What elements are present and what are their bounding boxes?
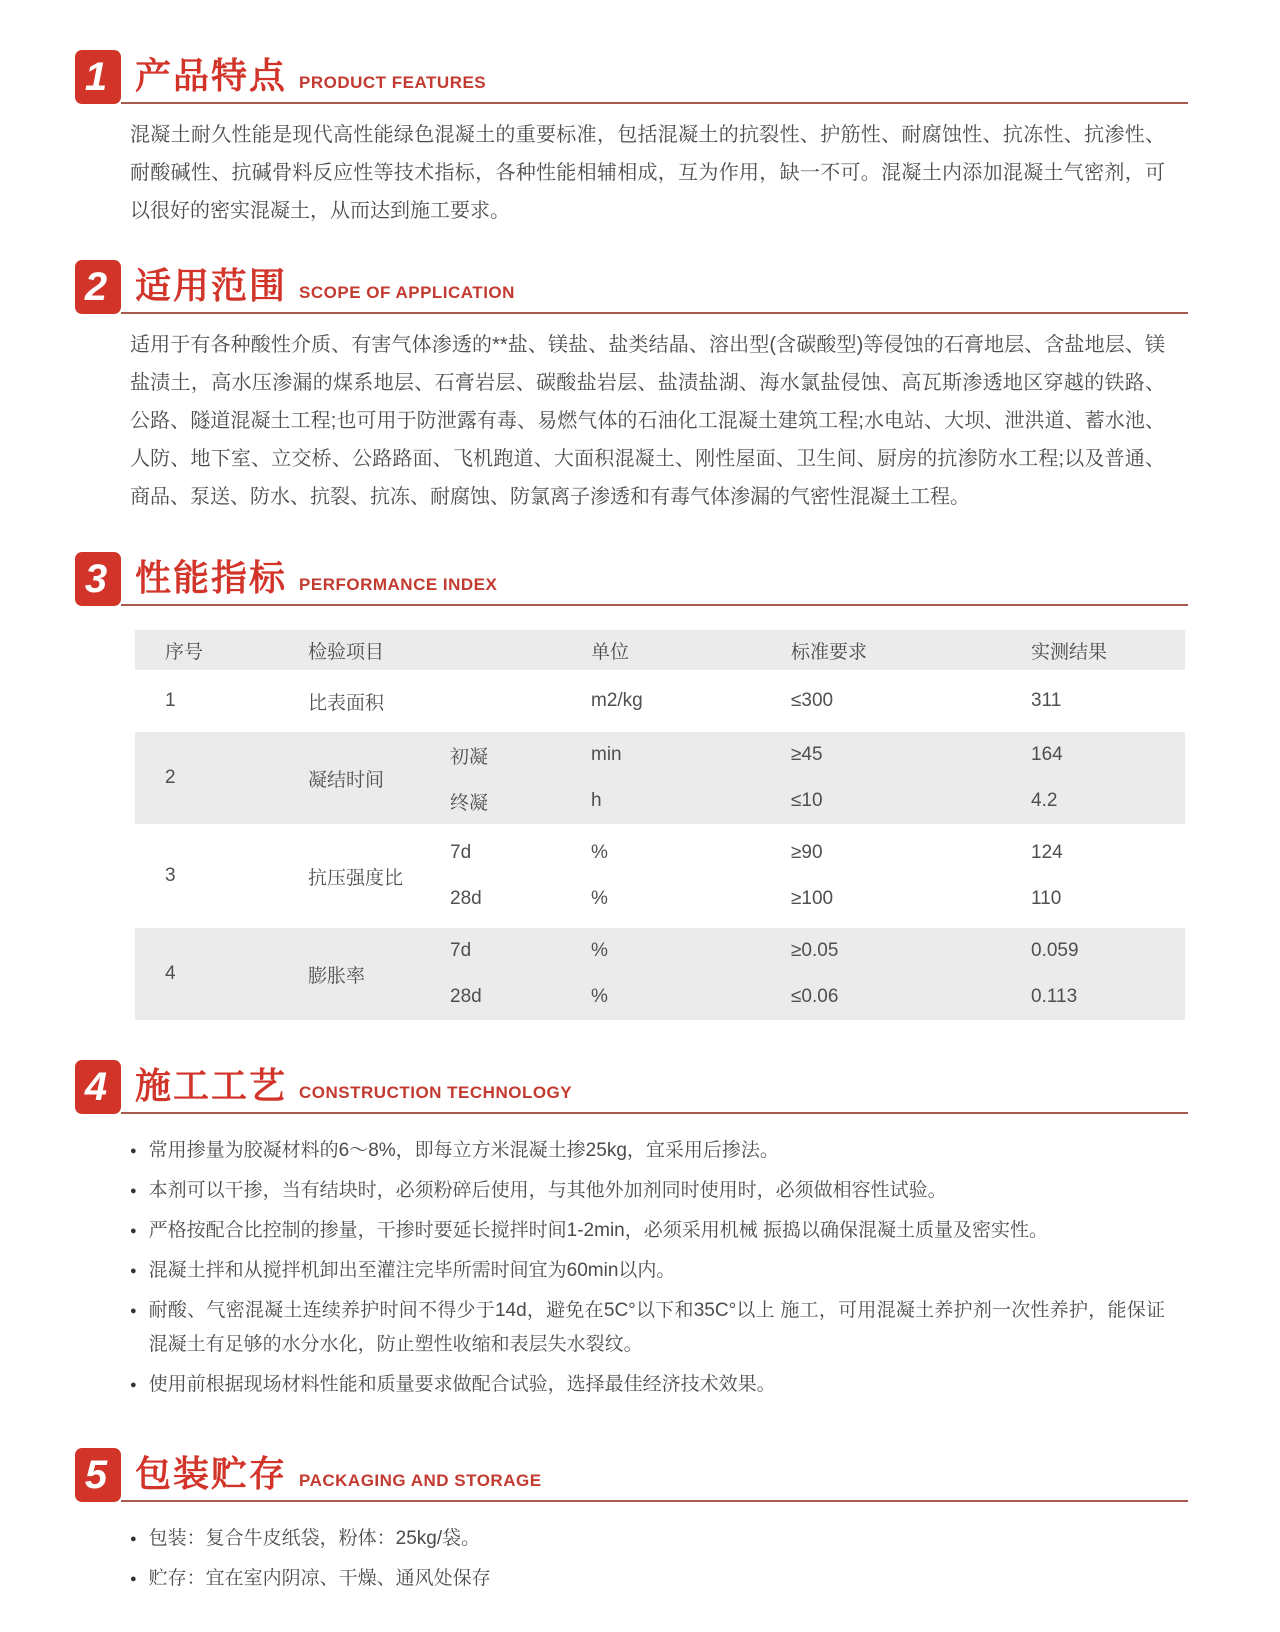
header-cell-result: 实测结果 — [1031, 641, 1108, 663]
row-standard: ≥45 — [791, 744, 823, 765]
section-title-zh: 性能指标 — [135, 557, 288, 598]
section-number-badge: 5 — [75, 1448, 121, 1502]
section-header — [75, 260, 1188, 314]
row-standard: ≥100 — [791, 888, 834, 909]
row-standard: ≤0.06 — [791, 986, 839, 1007]
section-construction-technology — [75, 1060, 1188, 1402]
section-product-features — [75, 50, 1188, 230]
header-cell-standard: 标准要求 — [791, 641, 868, 663]
bullet-dot-icon: ● — [130, 1265, 137, 1277]
section-title-line — [121, 1064, 1188, 1114]
bullet-item — [130, 1368, 1165, 1402]
packaging-bullet-list — [130, 1522, 1165, 1596]
bullet-dot-icon: ● — [130, 1145, 137, 1157]
header-cell-item: 检验项目 — [308, 641, 385, 663]
bullet-dot-icon: ● — [130, 1573, 137, 1585]
row-unit: % — [591, 888, 608, 909]
bullet-item — [130, 1174, 1165, 1208]
bullet-dot-icon: ● — [130, 1533, 137, 1545]
performance-table-header — [135, 630, 1185, 670]
row-sub-label — [420, 676, 555, 726]
section-title-line — [121, 264, 1188, 314]
row-result: 0.113 — [1031, 986, 1078, 1007]
performance-table — [135, 630, 1185, 1020]
section-header — [75, 1060, 1188, 1114]
row-item: 比表面积 — [308, 692, 385, 714]
construction-bullet-list — [130, 1134, 1165, 1402]
section-title-en: PERFORMANCE INDEX — [299, 575, 498, 594]
bullet-dot-icon: ● — [130, 1225, 137, 1237]
section-number-badge: 4 — [75, 1060, 121, 1114]
row-no: 3 — [165, 865, 176, 886]
section-title-zh: 施工工艺 — [135, 1065, 288, 1106]
bullet-dot-icon: ● — [130, 1379, 137, 1391]
section-scope-of-application — [75, 260, 1188, 516]
row-standard: ≤300 — [791, 690, 834, 711]
row-sub-label: 28d — [450, 888, 482, 909]
table-row-group — [135, 928, 1185, 1020]
row-no: 1 — [165, 690, 176, 711]
row-result: 311 — [1031, 690, 1062, 711]
section-number-badge: 3 — [75, 552, 121, 606]
bullet-item — [130, 1522, 1165, 1556]
section-number-badge: 1 — [75, 50, 121, 104]
section-title-line — [121, 1452, 1188, 1502]
row-unit: m2/kg — [591, 690, 643, 711]
bullet-text: 混凝土拌和从搅拌机卸出至灌注完毕所需时间宜为60min以内。 — [148, 1260, 676, 1281]
table-row-group — [135, 732, 1185, 824]
bullet-dot-icon: ● — [130, 1305, 137, 1317]
bullet-text: 贮存：宜在室内阴凉、干燥、通风处保存 — [148, 1568, 491, 1589]
bullet-item — [130, 1294, 1165, 1362]
row-standard: ≥90 — [791, 842, 823, 863]
section-title-zh: 包装贮存 — [135, 1453, 288, 1494]
section-title-en: SCOPE OF APPLICATION — [299, 283, 515, 302]
bullet-text: 严格按配合比控制的掺量，干掺时要延长搅拌时间1-2min，必须采用机械 振捣以确保混凝土质量及密实性。 — [148, 1220, 1049, 1241]
section-title-en: PACKAGING AND STORAGE — [299, 1471, 542, 1490]
bullet-text: 本剂可以干掺，当有结块时，必须粉碎后使用，与其他外加剂同时使用时，必须做相容性试验。 — [148, 1180, 947, 1201]
section-title-line — [121, 556, 1188, 606]
section-header — [75, 1448, 1188, 1502]
row-unit: h — [591, 790, 602, 811]
section-title-en: CONSTRUCTION TECHNOLOGY — [299, 1083, 573, 1102]
row-unit: min — [591, 744, 622, 765]
bullet-item — [130, 1214, 1165, 1248]
row-sub-label: 初凝 — [450, 746, 489, 768]
row-no: 4 — [165, 963, 176, 984]
section-header — [75, 50, 1188, 104]
section-header — [75, 552, 1188, 606]
row-standard: ≥0.05 — [791, 940, 839, 961]
bullet-item — [130, 1254, 1165, 1288]
performance-table-rows — [135, 676, 1185, 1020]
row-sub-label: 7d — [450, 940, 472, 961]
section-number-badge: 2 — [75, 260, 121, 314]
bullet-text: 耐酸、气密混凝土连续养护时间不得少于14d，避免在5C°以下和35C°以上 施工，可用混凝土养护剂一次性养护，能保证混凝土有足够的水分水化，防止塑性收缩和表层失水裂纹。 — [148, 1300, 1165, 1355]
section-performance-index — [75, 552, 1188, 1020]
row-result: 124 — [1031, 842, 1063, 863]
row-unit: % — [591, 842, 608, 863]
bullet-text: 包装：复合牛皮纸袋，粉体：25kg/袋。 — [148, 1528, 481, 1549]
row-result: 110 — [1031, 888, 1062, 909]
table-row-group — [135, 830, 1185, 922]
bullet-text: 常用掺量为胶凝材料的6～8%，即每立方米混凝土掺25kg，宜采用后掺法。 — [148, 1140, 779, 1161]
bullet-dot-icon: ● — [130, 1185, 137, 1197]
bullet-text: 使用前根据现场材料性能和质量要求做配合试验，选择最佳经济技术效果。 — [148, 1374, 776, 1395]
row-item: 膨胀率 — [308, 965, 366, 987]
bullet-item — [130, 1134, 1165, 1168]
bullet-item — [130, 1562, 1165, 1596]
section-title-zh: 适用范围 — [135, 265, 288, 306]
section-paragraph: 适用于有各种酸性介质、有害气体渗透的**盐、镁盐、盐类结晶、溶出型(含碳酸型)等侵蚀的石膏地层、含盐地层、镁盐渍土，高水压渗漏的煤系地层、石膏岩层、碳酸盐岩层、盐渍盐湖、海水氯盐侵蚀、高瓦斯渗透地区穿越的铁路、公路、隧道混凝土工程;也可用于防泄露有毒、易燃气体的石油化工混凝土建筑工程;水电站、大坝、泄洪道、蓄水池、人防、地下室、立交桥、公路路面、飞机跑道、大面积混凝土、刚性屋面、卫生间、厨房的抗渗防水工程;以及普通、商品、泵送、防水、抗裂、抗冻、耐腐蚀、防氯离子渗透和有毒气体渗漏的气密性混凝土工程。 — [130, 334, 1165, 508]
row-item: 凝结时间 — [308, 769, 385, 791]
row-result: 164 — [1031, 744, 1063, 765]
table-row-group — [135, 676, 1185, 726]
section-title-line — [121, 54, 1188, 104]
row-result: 4.2 — [1031, 790, 1058, 811]
row-unit: % — [591, 986, 608, 1007]
row-unit: % — [591, 940, 608, 961]
row-sub-label: 28d — [450, 986, 482, 1007]
row-no: 2 — [165, 767, 176, 788]
section-title-zh: 产品特点 — [135, 55, 288, 96]
section-title-en: PRODUCT FEATURES — [299, 73, 487, 92]
header-cell-unit: 单位 — [591, 641, 630, 663]
header-cell-no: 序号 — [165, 641, 204, 663]
row-sub-label: 7d — [450, 842, 472, 863]
row-item: 抗压强度比 — [308, 867, 404, 889]
section-packaging-and-storage — [75, 1448, 1188, 1596]
row-standard: ≤10 — [791, 790, 823, 811]
row-result: 0.059 — [1031, 940, 1079, 961]
section-paragraph: 混凝土耐久性能是现代高性能绿色混凝土的重要标准，包括混凝土的抗裂性、护筋性、耐腐蚀性、抗冻性、抗渗性、耐酸碱性、抗碱骨料反应性等技术指标，各种性能相辅相成，互为作用，缺一不可。混凝土内添加混凝土气密剂，可以很好的密实混凝土，从而达到施工要求。 — [130, 124, 1165, 222]
row-sub-label: 终凝 — [450, 792, 489, 814]
